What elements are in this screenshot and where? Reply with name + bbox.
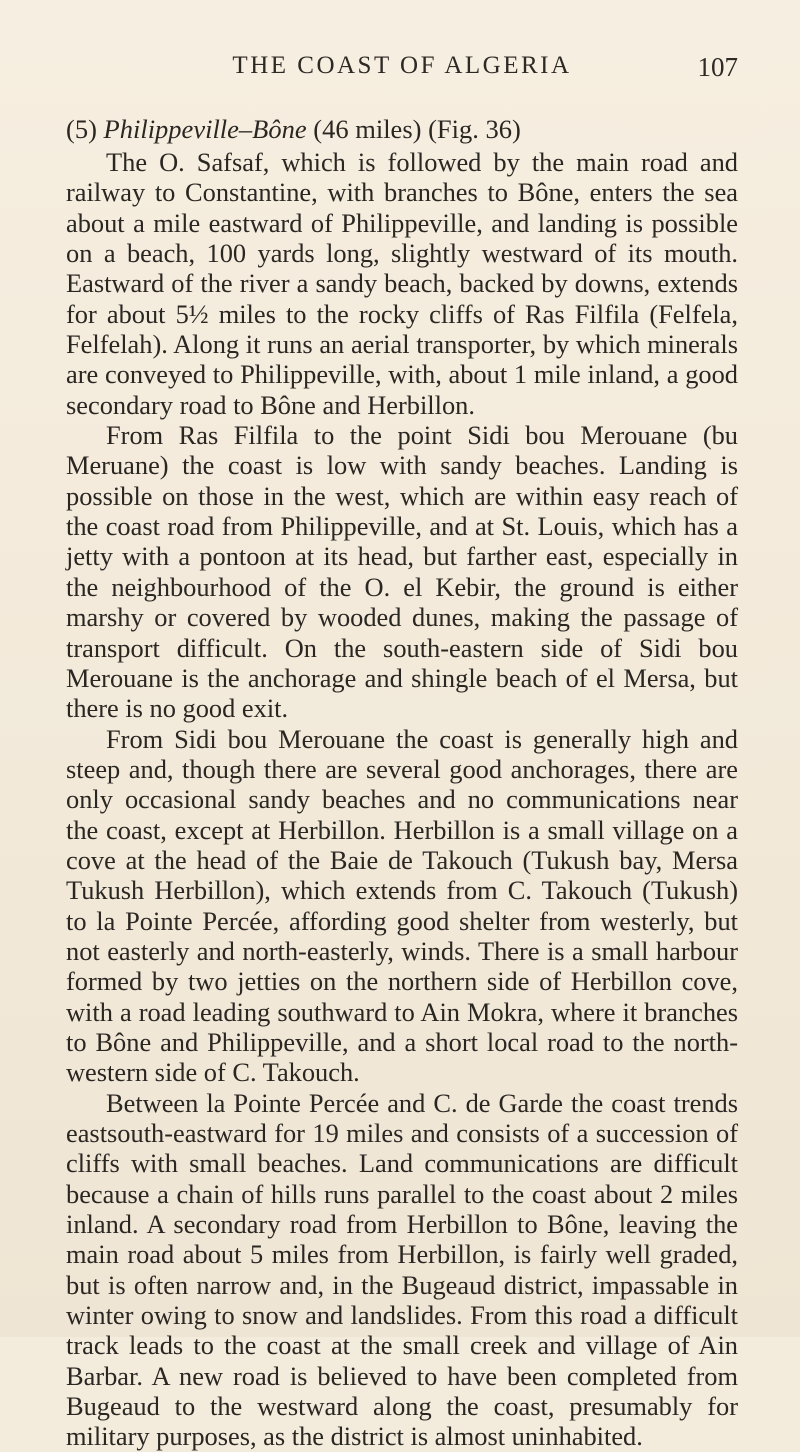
section-place: Philippeville–Bône — [103, 114, 307, 144]
body-text — [66, 147, 738, 1452]
paragraph-ras-filfila: From Ras Filfila to the point Sidi bou Merouane (bu Meruane) the coast is low with sandy beaches. Landing is possible on those in the west, which are within easy reach of the coast road from Philippeville, and at St. Louis, which has a jetty with a pontoon at its head, but farther east, especially in the neighbourhood of the O. el Kebir, the ground is either marshy or covered by wooded dunes, making the passage of transport difficult. On the south-eastern side of Sidi bou Merouane is the anchorage and shingle beach of el Mersa, but there is no good exit. — [66, 420, 738, 724]
section-detail: (46 miles) (Fig. 36) — [313, 114, 521, 144]
section-number: (5) — [66, 114, 97, 144]
running-head — [66, 40, 738, 86]
page-number: 107 — [697, 52, 738, 82]
paragraph-sidi-bou-merouane: From Sidi bou Merouane the coast is generally high and steep and, though there are several good anchorages, there are only occasional sandy beaches and no communications near the coast, except at Herbillon. Herbillon is a small village on a cove at the head of the Baie de Takouch (Tukush bay, Mersa Tukush Herbillon), which extends from C. Takouch (Tukush) to la Pointe Percée, affording good shelter from westerly, but not easterly and north-easterly, winds. There is a small harbour formed by two jetties on the northern side of Herbillon cove, with a road leading southward to Ain Mokra, where it branches to Bône and Philippeville, and a short local road to the north-western side of C. Takouch. — [66, 723, 738, 1088]
paragraph-safsaf: The O. Safsaf, which is followed by the main road and railway to Constantine, with branches to Bône, enters the sea about a mile eastward of Philippeville, and landing is possible on a beach, 100 yards long, slightly westward of its mouth. Eastward of the river a sandy beach, backed by downs, extends for about 5½ miles to the rocky cliffs of Ras Filfila (Felfela, Felfelah). Along it runs an aerial transporter, by which minerals are conveyed to Philippeville, with, about 1 mile inland, a good secondary road to Bône and Herbillon. — [66, 147, 738, 420]
section-heading — [66, 114, 738, 144]
running-title: THE COAST OF ALGERIA — [232, 52, 572, 79]
paragraph-pointe-percee: Between la Pointe Percée and C. de Garde the coast trends eastsouth-eastward for 19 miles and consists of a succession of cliffs with small beaches. Land communications are difficult because a chain of hills runs parallel to the coast about 2 miles inland. A secondary road from Herbillon to Bône, leaving the main road about 5 miles from Herbillon, is fairly well graded, but is often narrow and, in the Bugeaud district, impassable in winter owing to snow and landslides. From this road a difficult track leads to the coast at the small creek and village of Ain Barbar. A new road is believed to have been completed from Bugeaud to the westward along the coast, presumably for military purposes, as the district is almost uninhabited. — [66, 1087, 738, 1452]
